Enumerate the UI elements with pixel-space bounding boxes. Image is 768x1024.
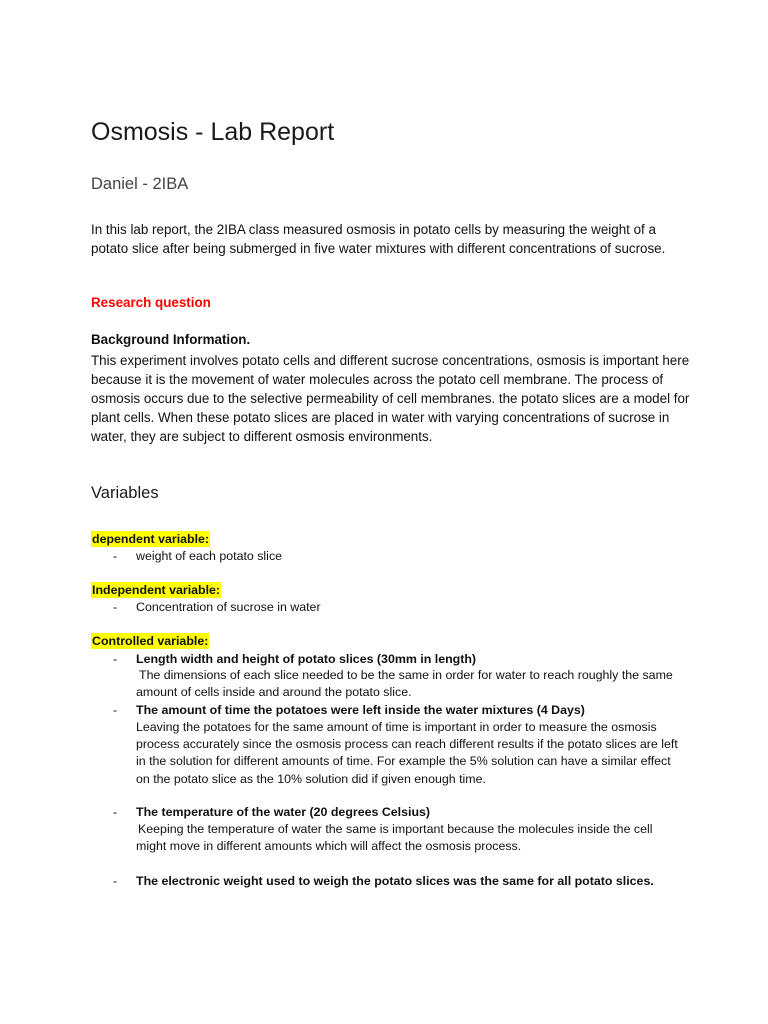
bullet-dash: -: [113, 805, 118, 819]
bullet-dash: -: [113, 874, 118, 888]
research-question-heading: Research question: [91, 295, 211, 310]
controlled-variable-heading: Length width and height of potato slices (30mm in length): [136, 652, 477, 666]
bullet-dash: -: [113, 703, 118, 717]
controlled-variable-explanation: The dimensions of each slice needed to be the same in order for water to reach roughly the same amount of cells inside and around the potato slice.: [136, 668, 673, 700]
dependent-variable-text: weight of each potato slice: [136, 549, 283, 563]
controlled-variable-heading: The amount of time the potatoes were left inside the water mixtures (4 Days): [136, 703, 585, 717]
intro-paragraph: In this lab report, the 2IBA class measured osmosis in potato cells by measuring the weight of a potato slice after being submerged in five water mixtures with different concentrations of sucrose.: [91, 222, 666, 256]
background-paragraph: This experiment involves potato cells and different sucrose concentrations, osmosis is important here because it is the movement of water molecules across the potato cell membrane. The process of osmosis occurs due to the selective permeability of cell membranes. the potato slices are a model for plant cells. When these potato slices are placed in water with varying concentrations of sucrose in water, they are subject to different osmosis environments.: [91, 353, 690, 444]
independent-variable-text: Concentration of sucrose in water: [136, 600, 321, 614]
independent-variable-label: Independent variable:: [92, 583, 221, 597]
controlled-variable-explanation: Leaving the potatoes for the same amount of time is important in order to measure the osmosis process accurately since the osmosis process can reach different results if the potato slices are left in the solution for different amounts of time. For example the 5% solution can have a similar effect on the potato slice as the 10% solution did if given enough time.: [136, 720, 678, 786]
controlled-variable-explanation: Keeping the temperature of water the same is important because the molecules inside the cell might move in different amounts which will affect the osmosis process.: [136, 822, 653, 854]
controlled-variable-heading: The electronic weight used to weigh the potato slices was the same for all potato slices.: [136, 874, 654, 888]
document-title: Osmosis - Lab Report: [91, 118, 335, 146]
dependent-variable-label: dependent variable:: [92, 532, 210, 546]
bullet-dash: -: [113, 600, 118, 614]
controlled-variable-heading: The temperature of the water (20 degrees Celsius): [136, 805, 431, 819]
bullet-dash: -: [113, 652, 118, 666]
variables-heading: Variables: [91, 484, 159, 502]
bullet-dash: -: [113, 549, 118, 563]
controlled-variable-label: Controlled variable:: [92, 634, 209, 648]
background-heading: Background Information.: [91, 332, 251, 347]
author-line: Daniel - 2IBA: [91, 175, 189, 193]
